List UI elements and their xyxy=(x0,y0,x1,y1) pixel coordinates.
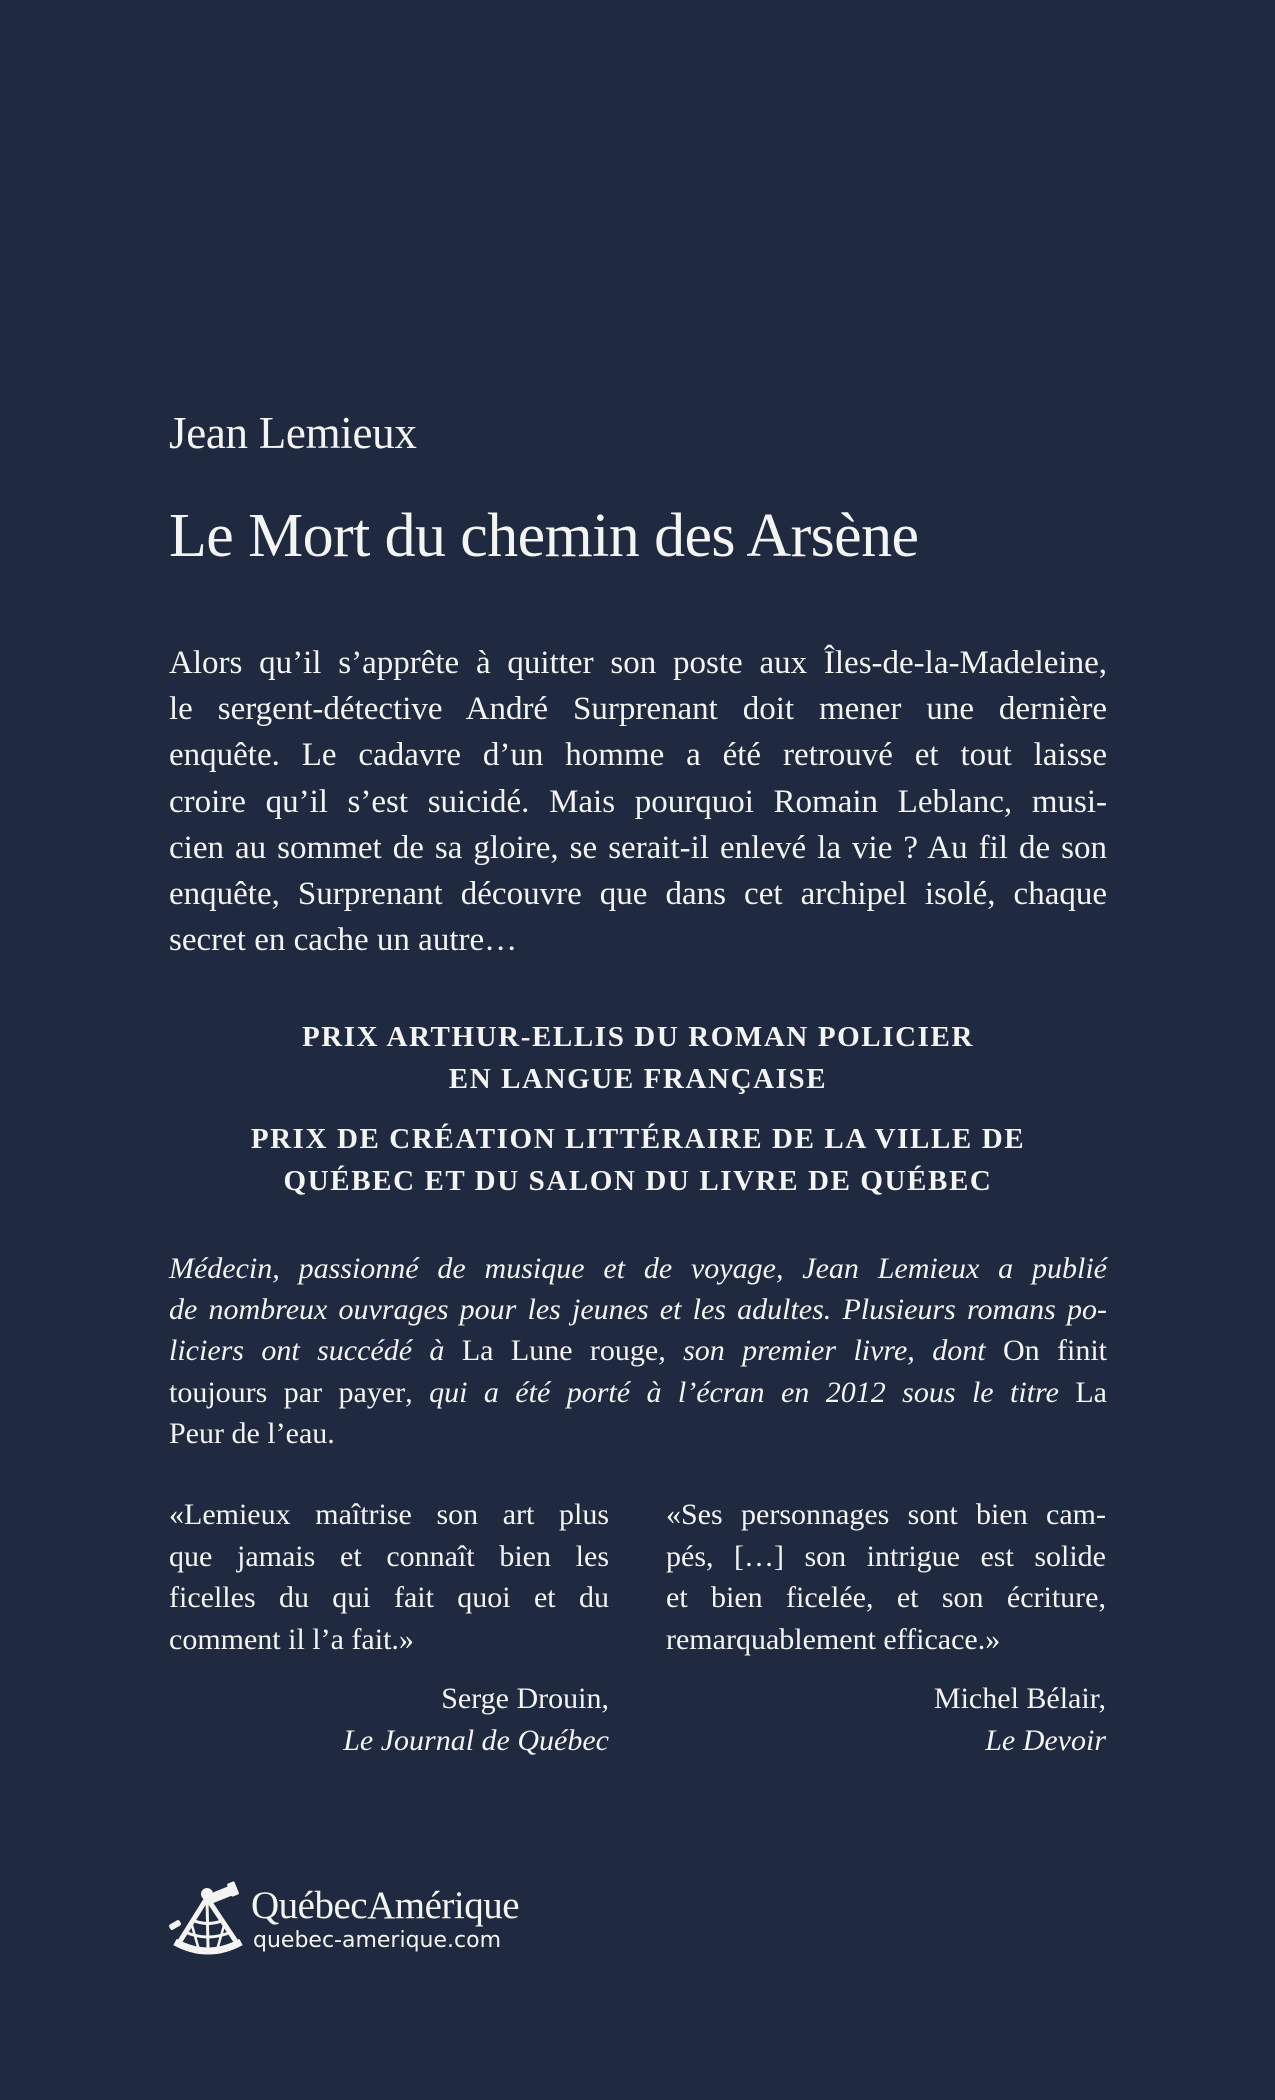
bio-line xyxy=(169,1372,1107,1413)
bio-line: Médecin, passionné de musique et de voyage, Jean Lemieux a publié xyxy=(169,1252,1107,1285)
book-ref-la: La xyxy=(1075,1375,1107,1409)
quote-line: ficelles du qui fait quoi et du xyxy=(169,1581,609,1614)
publisher-url: quebec-amerique.com xyxy=(253,1928,502,1953)
quote-line: comment il l’a fait.» xyxy=(169,1622,414,1656)
quote-attribution-2 xyxy=(666,1678,1106,1761)
bio-text: , qui a été porté à l’écran en 2012 sous le titre xyxy=(405,1375,1076,1409)
quote-source: Le Journal de Québec xyxy=(343,1723,609,1757)
bio-text: , son premier livre, dont xyxy=(658,1334,1003,1368)
award-arthur-ellis-line: PRIX ARTHUR-ELLIS DU ROMAN POLICIER xyxy=(301,1021,975,1053)
synopsis-line: enquête, Surprenant découvre que dans cet archipel isolé, chaque xyxy=(169,875,1107,912)
author-name: Jean Lemieux xyxy=(169,408,417,458)
quote-author: Serge Drouin, xyxy=(441,1682,609,1715)
quote-line: «Lemieux maîtrise son art plus xyxy=(169,1498,609,1531)
publisher-logo xyxy=(169,1880,589,1960)
press-quote-1 xyxy=(169,1494,609,1660)
award-creation-litteraire-line: PRIX DE CRÉATION LITTÉRAIRE DE LA VILLE DE xyxy=(250,1123,1026,1155)
bio-line: Peur de l’eau. xyxy=(169,1416,335,1450)
quote-line: que jamais et connaît bien les xyxy=(169,1539,609,1573)
book-ref-on-finit: On finit xyxy=(1002,1334,1107,1368)
award-spacer xyxy=(169,1100,1107,1118)
book-ref-toujours-par-payer: toujours par payer xyxy=(169,1375,406,1409)
synopsis-line: croire qu’il s’est suicidé. Mais pourquoi Romain Leblanc, musi- xyxy=(169,783,1107,820)
quote-line: remarquablement efficace.» xyxy=(666,1622,1001,1656)
bio-line xyxy=(169,1330,1107,1371)
author-bio xyxy=(169,1248,1107,1454)
awards xyxy=(169,1016,1107,1202)
quote-attribution-1 xyxy=(169,1678,609,1761)
quote-author: Michel Bélair, xyxy=(933,1682,1106,1715)
quote-line: «Ses personnages sont bien cam- xyxy=(666,1498,1106,1531)
synopsis-line: le sergent-détective André Surprenant doit mener une dernière xyxy=(169,691,1107,728)
press-quote-2 xyxy=(666,1494,1106,1660)
synopsis xyxy=(169,640,1107,963)
synopsis-line: Alors qu’il s’apprête à quitter son poste aux Îles-de-la-Madeleine, xyxy=(169,645,1107,681)
book-title: Le Mort du chemin des Arsène xyxy=(169,502,919,570)
award-creation-litteraire-line: QUÉBEC ET DU SALON DU LIVRE DE QUÉBEC xyxy=(283,1165,993,1197)
synopsis-line: secret en cache un autre… xyxy=(169,922,518,959)
sextant-logo-icon xyxy=(169,1880,245,1960)
award-arthur-ellis-line: EN LANGUE FRANÇAISE xyxy=(448,1063,828,1095)
quote-line: pés, […] son intrigue est solide xyxy=(666,1539,1106,1573)
synopsis-line: enquête. Le cadavre d’un homme a été retrouvé et tout laisse xyxy=(169,737,1107,774)
quote-source: Le Devoir xyxy=(985,1723,1106,1757)
book-ref-la-lune-rouge: La Lune rouge xyxy=(461,1334,659,1368)
quote-line: et bien ficelée, et son écriture, xyxy=(666,1581,1106,1614)
bio-text: liciers ont succédé à xyxy=(169,1334,462,1368)
synopsis-line: cien au sommet de sa gloire, se serait-il enlevé la vie ? Au fil de son xyxy=(169,829,1107,866)
publisher-name: QuébecAmérique xyxy=(251,1884,520,1927)
bio-line: de nombreux ouvrages pour les jeunes et les adultes. Plusieurs romans po- xyxy=(169,1293,1107,1327)
